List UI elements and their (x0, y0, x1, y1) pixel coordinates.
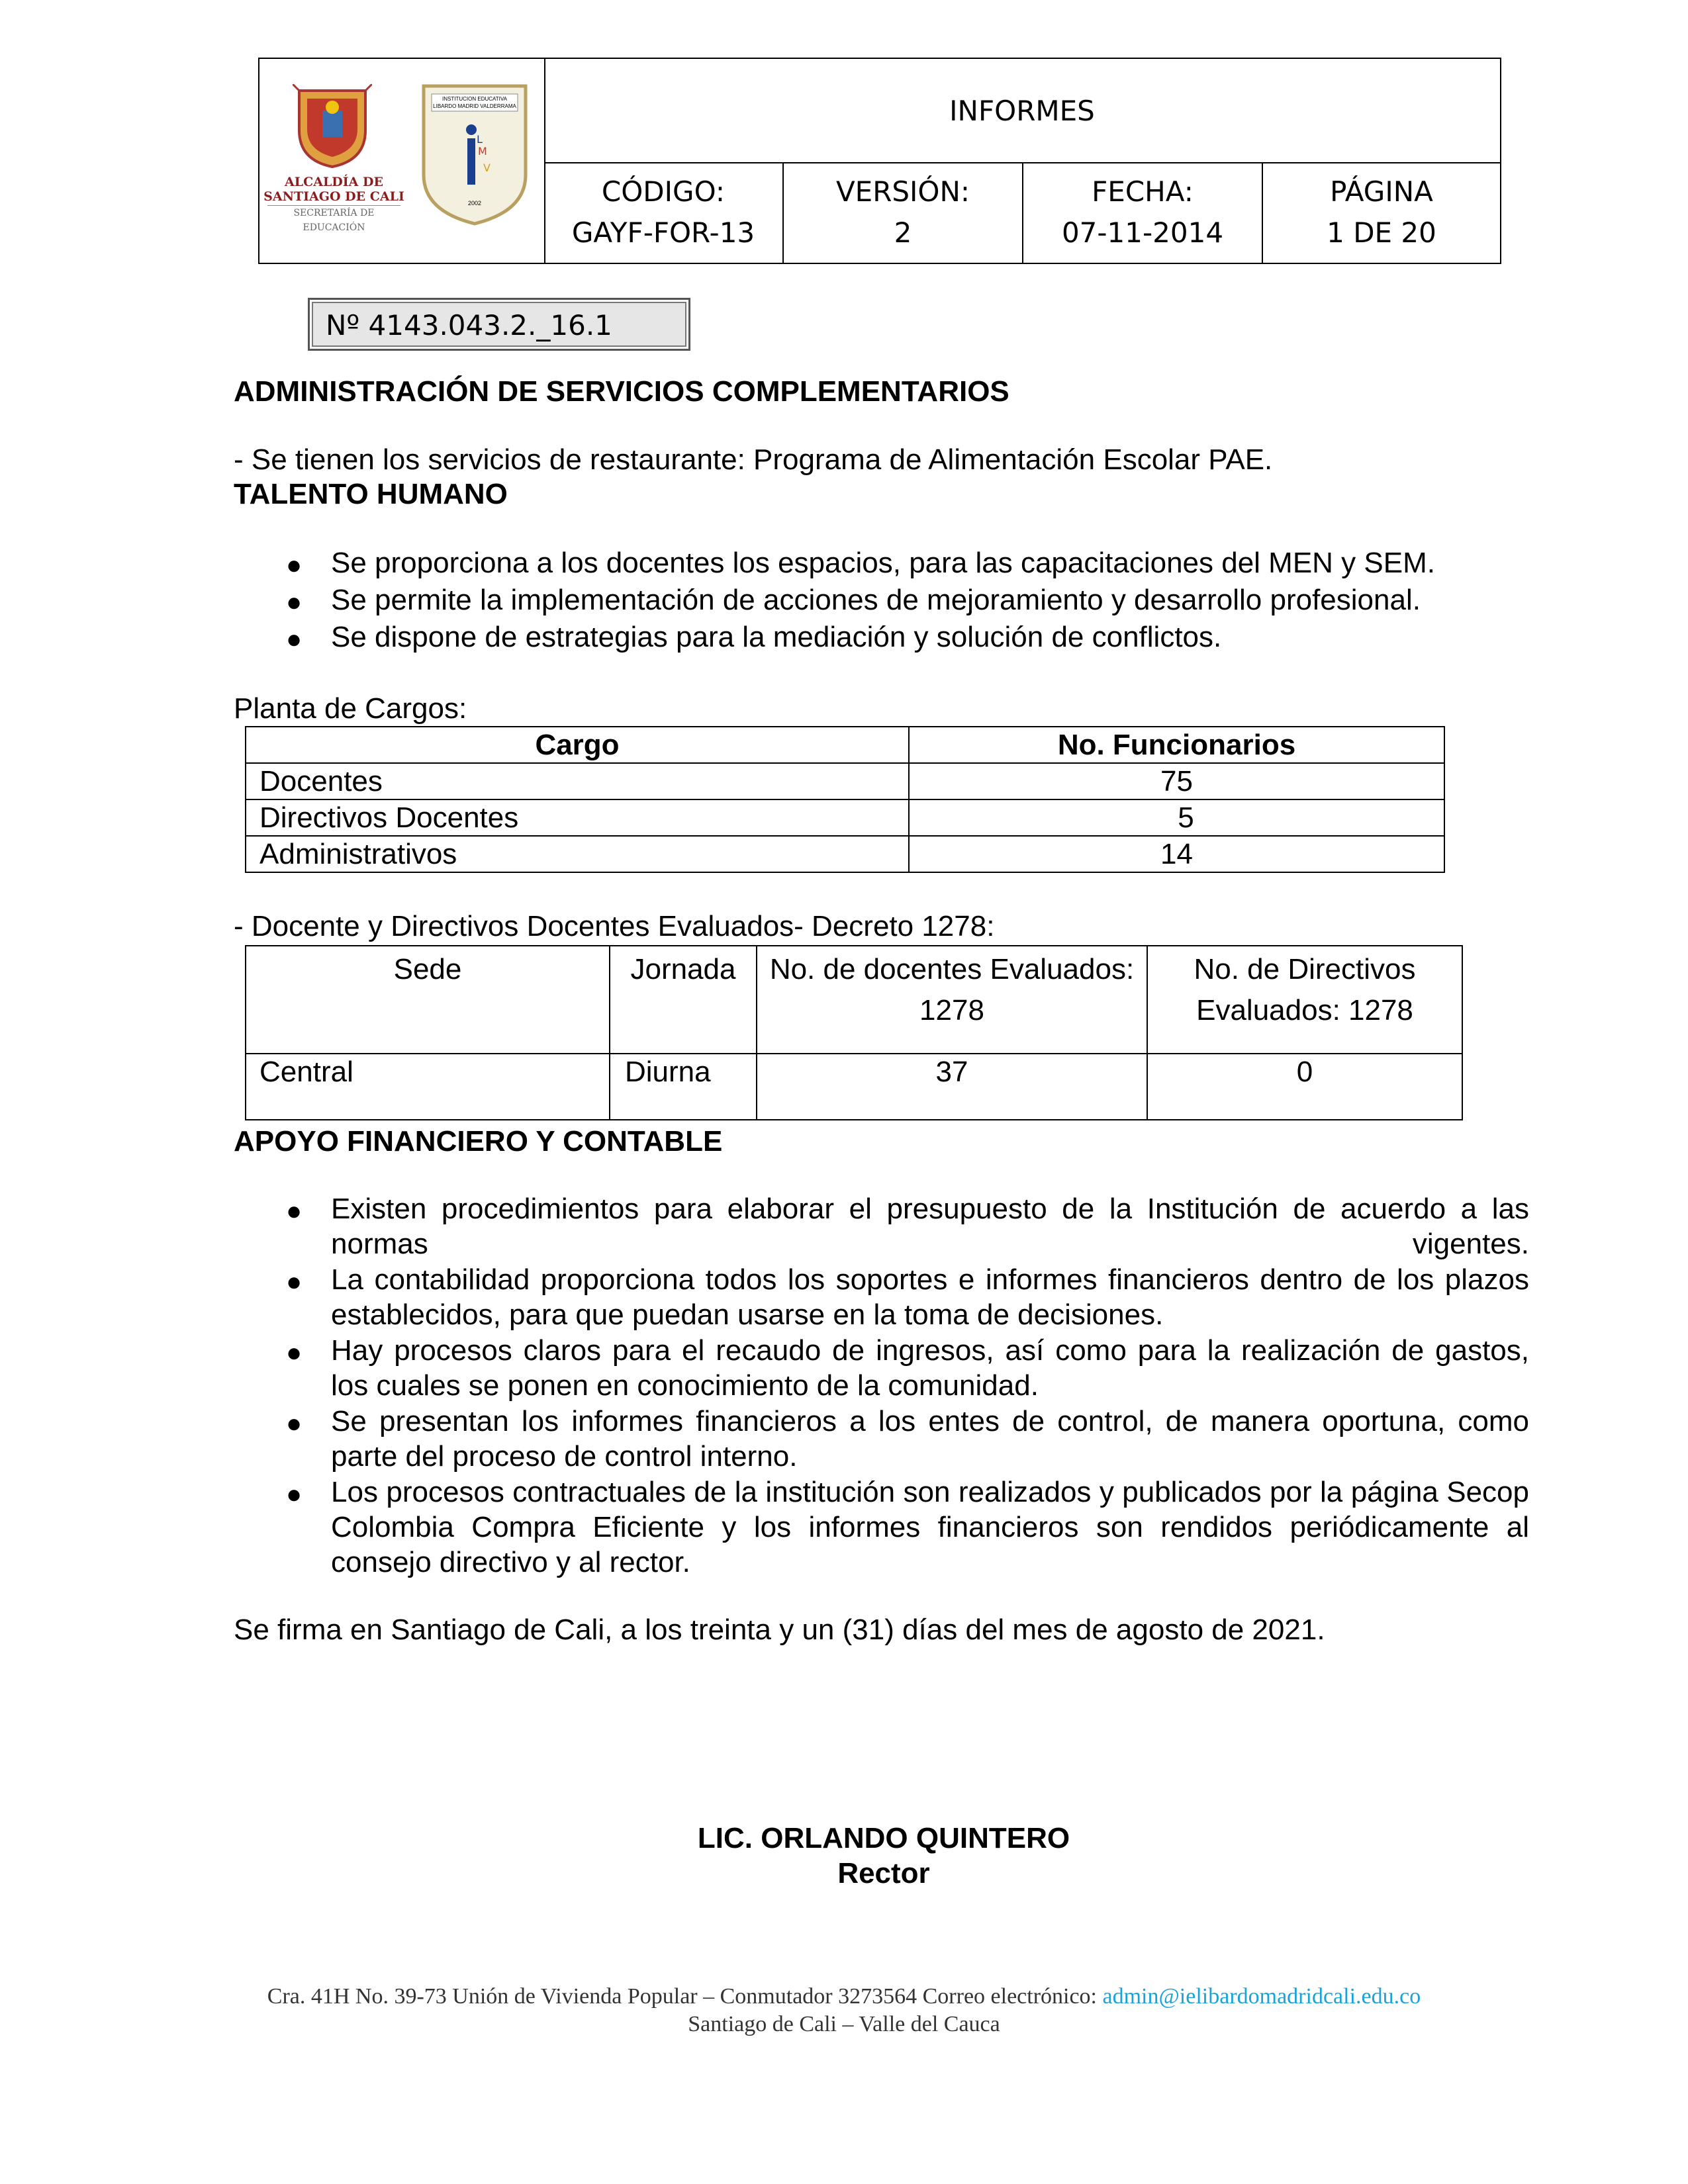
apoyo-bullet-text: Existen procedimientos para elaborar el presupuesto de la Institución de acuerdo a las normas vigentes. (331, 1193, 1529, 1260)
school-shield-logo (418, 82, 531, 228)
apoyo-bullet: La contabilidad proporciona todos los soportes e informes financieros dentro de los plazos establecidos, para que puedan usarse en la toma de decisiones. (331, 1263, 1529, 1331)
table-row (246, 763, 1444, 799)
bullet-icon: ● (286, 1267, 303, 1297)
footer-address-text: Cra. 41H No. 39-73 Unión de Vivienda Popular – Conmutador 3273564 Correo electrónico: (267, 1984, 1103, 2009)
column-header: Cargo (246, 727, 909, 763)
fecha-cell (1023, 162, 1263, 263)
logo-text-line: LIBARDO MADRID VALDERRAMA (433, 103, 516, 109)
logos-cell (259, 59, 545, 263)
table-cell: Central (246, 1054, 610, 1120)
school-logo-text (432, 95, 518, 110)
table-cell: 5 (909, 799, 1444, 836)
pagina-cell (1263, 162, 1500, 263)
table-cell: Administrativos (246, 836, 909, 872)
bullet-icon: ● (286, 625, 303, 654)
pagina-value: 1 DE 20 (1327, 216, 1436, 249)
fecha-label: FECHA: (1092, 175, 1194, 208)
talento-bullet: Se permite la implementación de acciones de mejoramiento y desarrollo profesional. (331, 584, 1421, 616)
table-row (246, 836, 1444, 872)
table-header-row (246, 727, 1444, 763)
table-cell: 75 (909, 763, 1444, 799)
cali-logo-text (259, 175, 408, 235)
section-heading-servicios: ADMINISTRACIÓN DE SERVICIOS COMPLEMENTARIOS (234, 375, 1009, 408)
school-logo-year: 2002 (467, 200, 482, 206)
codigo-value: GAYF-FOR-13 (571, 216, 755, 249)
bullet-icon: ● (286, 1197, 303, 1226)
signature-name: LIC. ORLANDO QUINTERO (697, 1822, 1070, 1854)
version-cell (784, 162, 1023, 263)
footer-email-link[interactable]: admin@ielibardomadridcali.edu.co (1102, 1984, 1421, 2009)
bullet-icon: ● (286, 1480, 303, 1509)
table-cell: 0 (1147, 1054, 1462, 1120)
servicios-text: - Se tienen los servicios de restaurante: Programa de Alimentación Escolar PAE. (234, 443, 1273, 476)
column-header: Sede (246, 946, 610, 1054)
fecha-value: 07-11-2014 (1061, 216, 1224, 249)
section-heading-apoyo: APOYO FINANCIERO Y CONTABLE (234, 1125, 723, 1158)
table-cell: Docentes (246, 763, 909, 799)
logo-text-line: ALCALDÍA DE (284, 175, 383, 189)
signature-role: Rector (837, 1857, 930, 1889)
svg-text:L: L (477, 133, 483, 146)
logo-text-line: SANTIAGO DE CALI (263, 189, 404, 204)
table-header-row (246, 946, 1462, 1054)
apoyo-bullet (331, 1191, 1529, 1261)
version-value: 2 (894, 216, 912, 249)
table-cell: Directivos Docentes (246, 799, 909, 836)
document-title: INFORMES (544, 59, 1500, 163)
planta-label: Planta de Cargos: (234, 692, 467, 725)
evaluados-label: - Docente y Directivos Docentes Evaluados- Decreto 1278: (234, 910, 995, 942)
evaluados-table (245, 945, 1463, 1120)
section-heading-talento: TALENTO HUMANO (234, 478, 508, 510)
column-header: No. Funcionarios (909, 727, 1444, 763)
bullet-icon: ● (286, 551, 303, 580)
table-cell: 14 (909, 836, 1444, 872)
svg-text:V: V (483, 161, 491, 174)
talento-bullet: Se proporciona a los docentes los espacios, para las capacitaciones del MEN y SEM. (331, 547, 1435, 579)
version-label: VERSIÓN: (835, 175, 970, 208)
logo-text-line: SECRETARÍA DE EDUCACIÓN (267, 205, 400, 235)
column-header: Jornada (610, 946, 757, 1054)
cali-coat-of-arms-logo (293, 84, 372, 170)
table-row (246, 799, 1444, 836)
document-number: Nº 4143.043.2._16.1 (326, 309, 612, 341)
document-header (258, 58, 1501, 264)
bullet-icon: ● (286, 588, 303, 617)
codigo-cell (544, 162, 784, 263)
footer-address (0, 1984, 1688, 2009)
column-header: No. de docentes Evaluados: 1278 (757, 946, 1147, 1054)
bullet-icon: ● (286, 1409, 303, 1438)
table-cell: 37 (757, 1054, 1147, 1120)
pagina-label: PÁGINA (1330, 175, 1433, 208)
closing-text: Se firma en Santiago de Cali, a los treinta y un (31) días del mes de agosto de 2021. (234, 1614, 1325, 1646)
column-header: No. de Directivos Evaluados: 1278 (1147, 946, 1462, 1054)
bullet-icon: ● (286, 1338, 303, 1367)
codigo-label: CÓDIGO: (601, 175, 726, 208)
document-number-box (308, 298, 690, 351)
apoyo-bullet: Hay procesos claros para el recaudo de ingresos, así como para la realización de gastos, los cuales se ponen en conocimiento de la comunidad. (331, 1334, 1529, 1402)
table-cell: Diurna (610, 1054, 757, 1120)
planta-table (245, 726, 1445, 873)
footer-city: Santiago de Cali – Valle del Cauca (688, 2012, 1000, 2036)
table-row (246, 1054, 1462, 1120)
svg-text:M: M (478, 145, 487, 158)
apoyo-bullet: Los procesos contractuales de la institución son realizados y publicados por la página Secop Colombia Compra Eficiente y los informes financieros son rendidos periódicamente al consejo directivo y al rector. (331, 1476, 1529, 1578)
logo-text-line: INSTITUCION EDUCATIVA (442, 96, 507, 102)
apoyo-bullet: Se presentan los informes financieros a los entes de control, de manera oportuna, como parte del proceso de control interno. (331, 1405, 1529, 1473)
talento-bullet: Se dispone de estrategias para la mediación y solución de conflictos. (331, 621, 1222, 653)
